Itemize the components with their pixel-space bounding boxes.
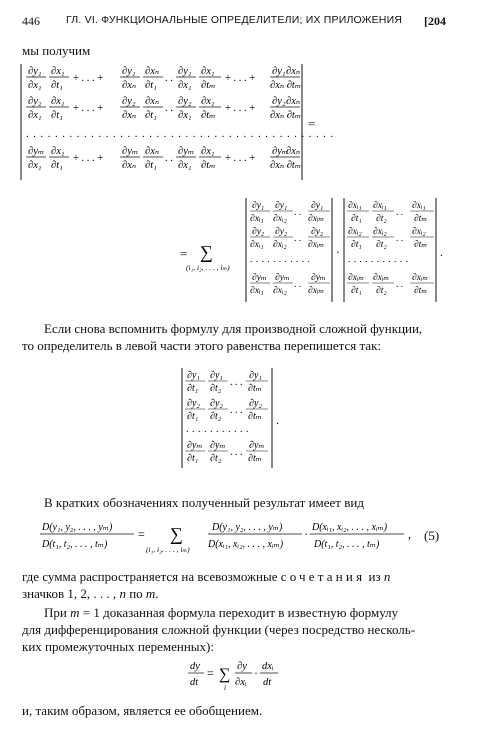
svg-text:∂x₁: ∂x₁ (51, 96, 65, 107)
svg-text:∂y₁: ∂y₁ (187, 370, 200, 381)
svg-text:=: = (207, 666, 214, 680)
section-number: [204 (424, 14, 446, 28)
svg-text:. . .: . . . (230, 447, 243, 458)
svg-text:.: . (440, 245, 443, 259)
svg-text:∂y₁: ∂y₁ (122, 66, 136, 77)
chapter-title: ГЛ. VI. ФУНКЦИОНАЛЬНЫЕ ОПРЕДЕЛИТЕЛИ; ИХ ПРИЛОЖЕНИЯ (66, 14, 403, 26)
svg-text:∂y₁: ∂y₁ (210, 370, 223, 381)
svg-text:∂yₘ: ∂yₘ (272, 146, 289, 157)
chain-rule-formula (186, 656, 296, 694)
svg-text:∂y₂: ∂y₂ (252, 227, 265, 237)
svg-text:∂x₁: ∂x₁ (201, 96, 215, 107)
svg-text:. . . . . . . . . . .: . . . . . . . . . . . (186, 424, 249, 435)
svg-text:∂y₂: ∂y₂ (122, 96, 136, 107)
svg-text:(i₁, i₂, . . . , iₘ): (i₁, i₂, . . . , iₘ) (186, 263, 230, 272)
page-header (0, 14, 480, 34)
paragraph-3 (22, 568, 462, 602)
paragraph-3-line-2-text-a: значков 1, 2, . . . , (22, 586, 120, 601)
svg-text:∂t₂: ∂t₂ (376, 214, 387, 224)
paragraph-3-var-m: m (145, 586, 156, 601)
svg-text:∑: ∑ (219, 666, 231, 683)
svg-text:∂x₁: ∂x₁ (178, 110, 192, 121)
svg-text:∂xᵢ₂: ∂xᵢ₂ (348, 227, 362, 237)
svg-text:. .: . . (396, 234, 404, 244)
paragraph-4-line-3: ких промежуточных переменных): (22, 639, 214, 654)
svg-text:∂tₘ: ∂tₘ (248, 383, 262, 394)
svg-text:∂xᵢ₁: ∂xᵢ₁ (250, 286, 264, 296)
paragraph-1 (22, 320, 462, 354)
svg-text:+ . . . +: + . . . + (225, 103, 256, 114)
svg-text:∂xᵢₘ: ∂xᵢₘ (308, 214, 325, 224)
svg-text:∂y₂: ∂y₂ (178, 96, 192, 107)
svg-text:∂t₁: ∂t₁ (51, 160, 63, 171)
svg-text:∂x₁: ∂x₁ (51, 66, 65, 77)
rhs-sum-of-determinants (180, 196, 470, 308)
svg-text:∂y₁: ∂y₁ (275, 201, 288, 211)
svg-text:∂x₁: ∂x₁ (178, 160, 192, 171)
svg-text:(i₁, i₂, . . . , iₘ): (i₁, i₂, . . . , iₘ) (146, 545, 190, 554)
paragraph-4-line-1 (22, 604, 462, 621)
svg-text:∂t₁: ∂t₁ (351, 240, 362, 250)
svg-text:=: = (180, 246, 188, 261)
svg-text:. . . . . . . . . . .: . . . . . . . . . . . (348, 255, 409, 265)
svg-text:∂y₁: ∂y₁ (272, 66, 286, 77)
svg-text:∂t₁: ∂t₁ (145, 110, 157, 121)
svg-text:∂t₁: ∂t₁ (145, 160, 157, 171)
svg-text:D(t₁, t₂, . . . , tₘ): D(t₁, t₂, . . . , tₘ) (42, 539, 108, 550)
svg-text:∂xₙ: ∂xₙ (286, 96, 301, 107)
svg-text:∂x₁: ∂x₁ (28, 110, 42, 121)
paragraph-4-line-1-text-b: = 1 доказанная формула переходит в известную формулу (79, 605, 399, 620)
svg-text:. .: . . (165, 153, 173, 164)
svg-text:∂y₁: ∂y₁ (252, 201, 265, 211)
svg-text:∂y₂: ∂y₂ (272, 96, 286, 107)
svg-text:dy: dy (190, 661, 200, 672)
paragraph-4 (22, 604, 462, 655)
svg-text:dxᵢ: dxᵢ (262, 661, 274, 672)
svg-text:D(y₁, y₂, . . . , yₘ): D(y₁, y₂, . . . , yₘ) (42, 522, 113, 533)
lhs-determinant-formula (18, 62, 338, 184)
svg-text:∂xᵢₘ: ∂xᵢₘ (373, 273, 390, 283)
svg-text:∂xᵢₘ: ∂xᵢₘ (308, 240, 325, 250)
svg-text:. . . . . . . . . . .: . . . . . . . . . . . (250, 255, 311, 265)
paragraph-3-line-2 (22, 585, 462, 602)
svg-text:∂yₘ: ∂yₘ (249, 440, 265, 451)
svg-text:∂yₘ: ∂yₘ (178, 146, 195, 157)
paragraph-3-line-1-text-a: где сумма распространяется на всевозможные (22, 569, 281, 584)
svg-text:∂xₙ: ∂xₙ (286, 66, 301, 77)
svg-text:∂x₁: ∂x₁ (51, 146, 65, 157)
svg-text:∂xᵢ₂: ∂xᵢ₂ (373, 227, 387, 237)
svg-text:. .: . . (294, 208, 302, 218)
svg-text:∂y₁: ∂y₁ (178, 66, 192, 77)
svg-text:∂y₂: ∂y₂ (28, 96, 42, 107)
svg-text:+ . . . +: + . . . + (225, 73, 256, 84)
svg-text:∂xᵢ₂: ∂xᵢ₂ (412, 227, 426, 237)
svg-text:. .: . . (396, 208, 404, 218)
svg-text:. .: . . (165, 103, 173, 114)
svg-text:∂t₂: ∂t₂ (376, 240, 387, 250)
svg-text:∂t₂: ∂t₂ (376, 286, 387, 296)
svg-text:+ . . . +: + . . . + (73, 73, 104, 84)
paragraph-3-line-2-text-b: по (125, 586, 146, 601)
svg-text:∂yₘ: ∂yₘ (187, 440, 203, 451)
svg-text:∂t₁: ∂t₁ (51, 110, 63, 121)
svg-text:. .: . . (396, 280, 404, 290)
svg-text:∂xᵢ₁: ∂xᵢ₁ (250, 240, 264, 250)
svg-text:∂tₘ: ∂tₘ (201, 110, 216, 121)
svg-text:∂t₂: ∂t₂ (210, 453, 222, 464)
svg-text:∂yₘ: ∂yₘ (122, 146, 139, 157)
svg-text:∂y₁: ∂y₁ (249, 370, 262, 381)
svg-text:∂tₘ: ∂tₘ (248, 411, 262, 422)
svg-text:dt: dt (190, 677, 199, 688)
svg-text:dt: dt (263, 677, 272, 688)
intro-text: мы получим (22, 43, 91, 58)
svg-text:∂y₁: ∂y₁ (28, 66, 42, 77)
svg-text:∂yₘ: ∂yₘ (275, 273, 290, 283)
svg-text:∂y₂: ∂y₂ (249, 398, 262, 409)
svg-text:·: · (304, 527, 308, 541)
svg-text:∂xₙ: ∂xₙ (145, 96, 160, 107)
svg-text:∂x₁: ∂x₁ (28, 160, 42, 171)
svg-text:∂xₙ: ∂xₙ (286, 146, 301, 157)
svg-text:∂tₘ: ∂tₘ (201, 160, 216, 171)
svg-text:∂tₘ: ∂tₘ (248, 453, 262, 464)
svg-text:+ . . . +: + . . . + (73, 153, 104, 164)
page-number: 446 (22, 14, 40, 28)
svg-text:∂tₘ: ∂tₘ (201, 80, 216, 91)
svg-text:∂y₂: ∂y₂ (311, 227, 324, 237)
paragraph-4-line-1-text-a: При (44, 605, 71, 620)
svg-text:∂tₘ: ∂tₘ (414, 240, 428, 250)
svg-text:∂t₁: ∂t₁ (351, 286, 362, 296)
svg-text:∑: ∑ (170, 524, 183, 544)
small-determinant-formula (180, 366, 290, 472)
paragraph-3-var-n2: n (119, 586, 126, 601)
svg-text:∂y: ∂y (237, 661, 247, 672)
svg-text:·: · (336, 245, 340, 259)
svg-text:=: = (138, 527, 145, 541)
svg-text:∂xᵢ₁: ∂xᵢ₁ (250, 214, 264, 224)
svg-text:. .: . . (294, 234, 302, 244)
svg-text:∂xₙ ∂tₘ: ∂xₙ ∂tₘ (270, 110, 302, 121)
svg-text:. . . . . . . . . . . . . . .: . . . . . . . . . . . . . . . . . . . . . . . . . . . . . . . . . . . . . . . . . . . (26, 129, 335, 140)
svg-text:∂y₂: ∂y₂ (210, 398, 223, 409)
svg-text:∂yₘ: ∂yₘ (252, 273, 267, 283)
svg-text:·: · (254, 666, 258, 680)
svg-text:∂xᵢ₁: ∂xᵢ₁ (412, 201, 426, 211)
svg-text:D(y₁, y₂, . . . , yₘ): D(y₁, y₂, . . . , yₘ) (212, 522, 283, 533)
svg-text:∂t₁: ∂t₁ (187, 453, 199, 464)
svg-text:∂yₘ: ∂yₘ (28, 146, 45, 157)
svg-text:∂xₙ: ∂xₙ (122, 110, 137, 121)
svg-text:. . .: . . . (230, 377, 243, 388)
svg-text:∂t₂: ∂t₂ (210, 411, 222, 422)
svg-text:∂t₁: ∂t₁ (145, 80, 157, 91)
svg-text:. . .: . . . (230, 405, 243, 416)
svg-text:∂xₙ ∂tₘ: ∂xₙ ∂tₘ (270, 160, 302, 171)
svg-text:∂t₂: ∂t₂ (210, 383, 222, 394)
svg-text:∂xᵢ₁: ∂xᵢ₁ (348, 201, 362, 211)
svg-text:. .: . . (165, 73, 173, 84)
svg-text:∂xᵢ₁: ∂xᵢ₁ (373, 201, 387, 211)
equation-5-formula (40, 514, 452, 558)
svg-text:∂xᵢₘ: ∂xᵢₘ (308, 286, 325, 296)
paragraph-3-line-1 (22, 568, 462, 585)
svg-text:∂yₘ: ∂yₘ (210, 440, 226, 451)
paragraph-4-var-m: m (70, 605, 80, 620)
svg-text:∂xᵢ₂: ∂xᵢ₂ (273, 214, 287, 224)
paragraph-1-line-2: то определитель в левой части этого равенства перепишется так: (22, 338, 382, 353)
svg-text:∂tₘ: ∂tₘ (414, 214, 428, 224)
svg-text:.: . (276, 413, 279, 427)
paragraph-3-line-1-text-b: из (365, 569, 384, 584)
svg-text:∂xᵢₘ: ∂xᵢₘ (412, 273, 429, 283)
svg-text:∂xᵢₘ: ∂xᵢₘ (348, 273, 365, 283)
svg-text:∂y₂: ∂y₂ (187, 398, 200, 409)
svg-text:,: , (408, 527, 411, 541)
svg-text:D(xᵢ₁, xᵢ₂, . . . , xᵢₘ): D(xᵢ₁, xᵢ₂, . . . , xᵢₘ) (208, 539, 284, 550)
paragraph-3-var-n: n (383, 569, 391, 584)
svg-text:∂xₙ ∂tₘ: ∂xₙ ∂tₘ (270, 80, 302, 91)
paragraph-3-spaced-word: сочетания (280, 569, 366, 584)
svg-text:∂t₁: ∂t₁ (351, 214, 362, 224)
svg-text:∂x₁: ∂x₁ (201, 146, 215, 157)
paragraph-3-line-2-text-c: . (155, 586, 159, 601)
svg-text:∂t₁: ∂t₁ (187, 383, 199, 394)
svg-text:∂xₙ: ∂xₙ (145, 66, 160, 77)
svg-text:+ . . . +: + . . . + (225, 153, 256, 164)
paragraph-2: В кратких обозначениях полученный результат имеет вид (44, 495, 364, 510)
svg-text:∂t₁: ∂t₁ (187, 411, 199, 422)
svg-text:∂xₙ: ∂xₙ (145, 146, 160, 157)
svg-text:∂yₘ: ∂yₘ (311, 273, 326, 283)
svg-text:i: i (224, 683, 227, 692)
svg-text:∂xₙ: ∂xₙ (122, 160, 137, 171)
svg-text:+ . . . +: + . . . + (73, 103, 104, 114)
svg-text:∑: ∑ (200, 242, 213, 262)
svg-text:∂x₁: ∂x₁ (201, 66, 215, 77)
svg-text:∂y₁: ∂y₁ (311, 201, 324, 211)
svg-text:∂xᵢ₂: ∂xᵢ₂ (273, 286, 287, 296)
svg-text:∂xᵢ: ∂xᵢ (235, 677, 247, 688)
svg-text:∂tₘ: ∂tₘ (414, 286, 428, 296)
svg-text:D(t₁, t₂, . . . , tₘ): D(t₁, t₂, . . . , tₘ) (314, 539, 380, 550)
equation-number: (5) (424, 528, 440, 543)
svg-text:D(xᵢ₁, xᵢ₂, . . . , xᵢₘ): D(xᵢ₁, xᵢ₂, . . . , xᵢₘ) (312, 522, 388, 533)
paragraph-1-line-1: Если снова вспомнить формулу для производной сложной функции, (44, 321, 423, 336)
paragraph-4-line-2: для дифференцирования сложной функции (через посредство несколь- (22, 622, 416, 637)
svg-text:∂xᵢ₂: ∂xᵢ₂ (273, 240, 287, 250)
svg-text:∂xₙ: ∂xₙ (122, 80, 137, 91)
svg-text:∂t₁: ∂t₁ (51, 80, 63, 91)
svg-text:∂y₂: ∂y₂ (275, 227, 288, 237)
svg-text:∂x₁: ∂x₁ (28, 80, 42, 91)
svg-text:. .: . . (294, 280, 302, 290)
svg-text:=: = (308, 116, 316, 131)
svg-text:∂x₁: ∂x₁ (178, 80, 192, 91)
paragraph-5: и, таким образом, является ее обобщением. (22, 703, 263, 718)
